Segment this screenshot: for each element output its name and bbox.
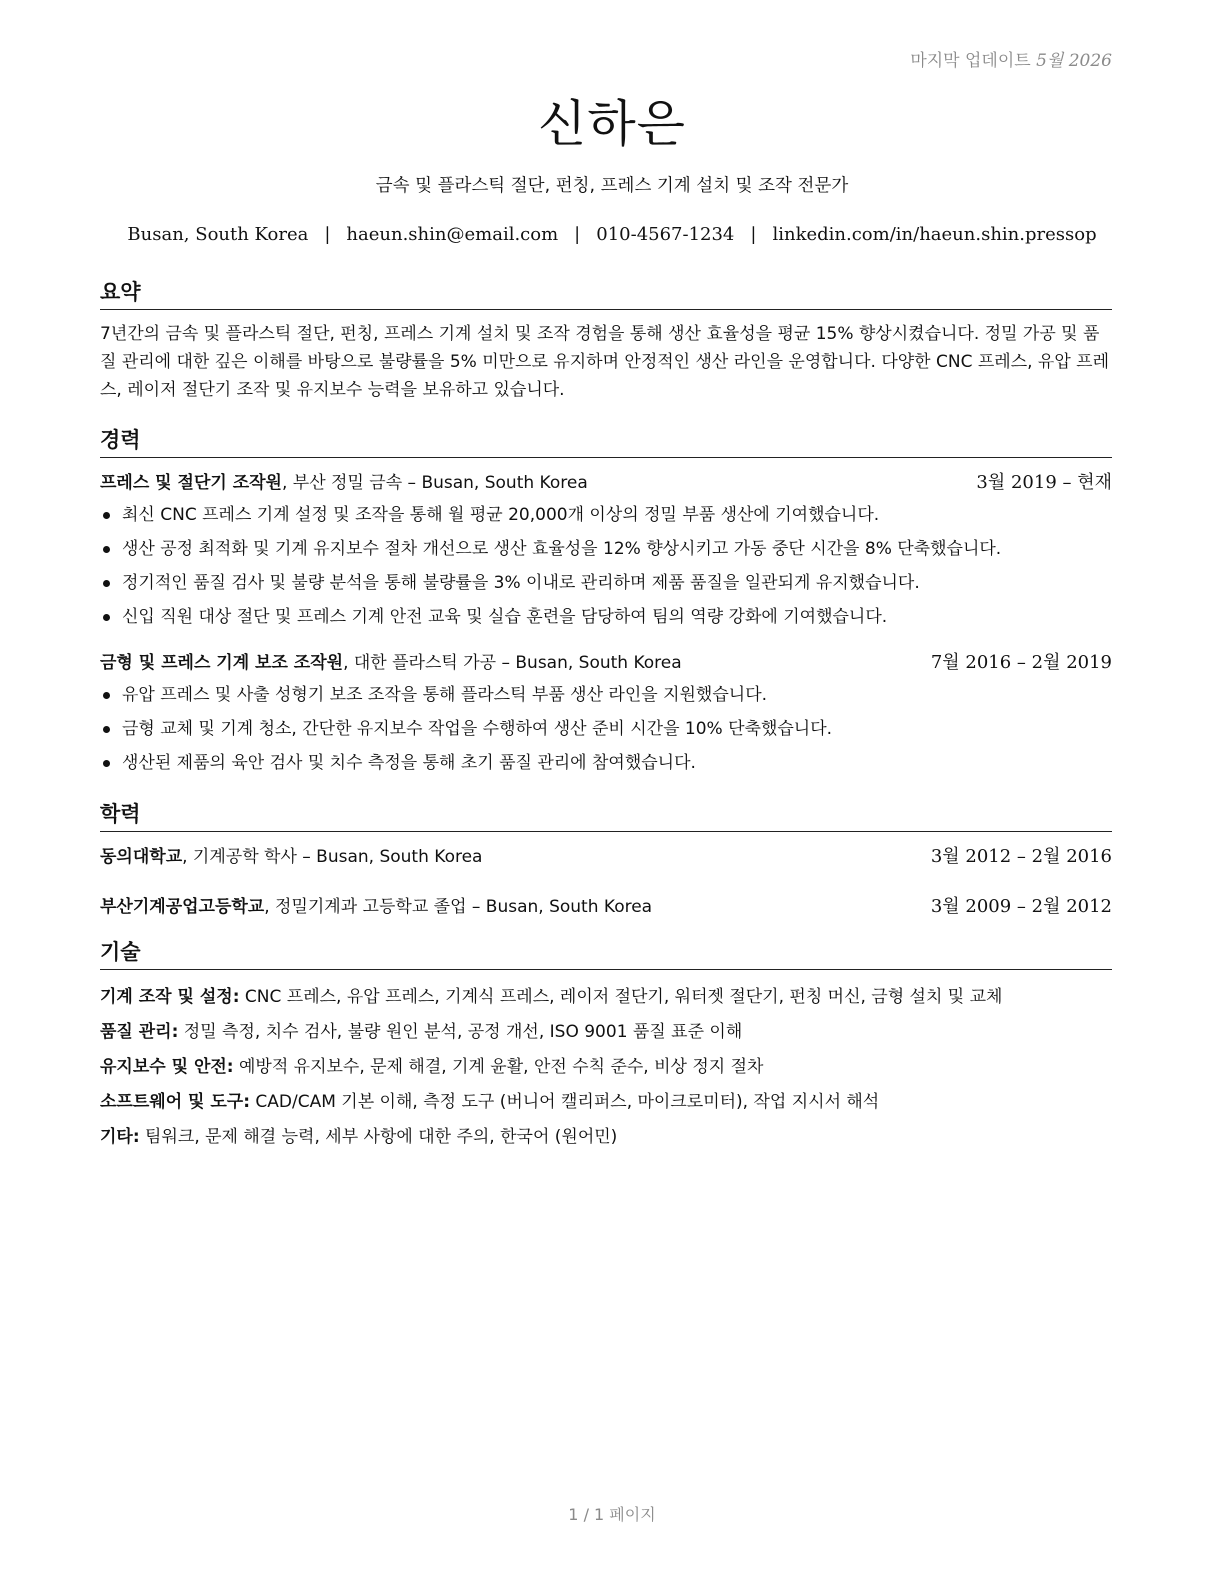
job-bullets (100, 498, 1112, 634)
summary-text: 7년간의 금속 및 플라스틱 절단, 펀칭, 프레스 기계 설치 및 조작 경험을 통해 생산 효율성을 평균 15% 향상시켰습니다. 정밀 가공 및 품질 관리에 대한 깊은 이해를 바탕으로 불량률을 5% 미만으로 유지하며 안정적인 생산 라인을 운영합니다. 다양한 CNC 프레스, 유압 프레스, 레이저 절단기 조작 및 유지보수 능력을 보유하고 있습니다. (100, 324, 1110, 400)
last-updated (910, 46, 1112, 71)
skill-row (100, 1085, 1112, 1120)
section-title-skills: 기술 (100, 936, 1112, 970)
education-degree: , 정밀기계과 고등학교 졸업 – Busan, South Korea (264, 897, 653, 917)
skill-label: 기계 조작 및 설정: (100, 987, 240, 1007)
job-bullet: 생산 공정 최적화 및 기계 유지보수 절차 개선으로 생산 효율성을 12% 향상시키고 가동 중단 시간을 8% 단축했습니다. (100, 532, 1112, 566)
resume-content (100, 276, 1112, 1155)
job-header (100, 648, 1112, 678)
job-organization: , 부산 정밀 금속 – Busan, South Korea (281, 473, 588, 493)
candidate-tagline: 금속 및 플라스틱 절단, 펀칭, 프레스 기계 설치 및 조작 전문가 (375, 176, 849, 196)
skill-row (100, 1120, 1112, 1155)
contact-separator: | (750, 224, 757, 245)
skill-value: 예방적 유지보수, 문제 해결, 기계 윤활, 안전 수칙 준수, 비상 정지 절차 (233, 1057, 764, 1077)
contact-email[interactable]: haeun.shin@email.com (346, 224, 559, 245)
contact-location: Busan, South Korea (127, 224, 309, 245)
page-number: 1 / 1 페이지 (568, 1505, 656, 1524)
skill-value: 정밀 측정, 치수 검사, 불량 원인 분석, 공정 개선, ISO 9001 품질 표준 이해 (178, 1022, 743, 1042)
job-organization: , 대한 플라스틱 가공 – Busan, South Korea (343, 653, 682, 673)
job-dates: 3월 2019 – 현재 (976, 472, 1112, 493)
section-title-summary: 요약 (100, 276, 1112, 310)
education-entry (100, 892, 1112, 922)
skill-value: CAD/CAM 기본 이해, 측정 도구 (버니어 캘리퍼스, 마이크로미터), 작업 지시서 해석 (250, 1092, 880, 1112)
education-school: 동의대학교 (100, 847, 183, 867)
candidate-name: 신하은 (538, 95, 686, 153)
education-entry (100, 842, 1112, 872)
job-bullet: 정기적인 품질 검사 및 불량 분석을 통해 불량률을 3% 이내로 관리하며 제품 품질을 일관되게 유지했습니다. (100, 566, 1112, 600)
job-dates: 7월 2016 – 2월 2019 (930, 652, 1112, 673)
job-bullet: 생산된 제품의 육안 검사 및 치수 측정을 통해 초기 품질 관리에 참여했습니다. (100, 746, 1112, 780)
job-bullet: 금형 교체 및 기계 청소, 간단한 유지보수 작업을 수행하여 생산 준비 시간을 10% 단축했습니다. (100, 712, 1112, 746)
job-bullet: 유압 프레스 및 사출 성형기 보조 조작을 통해 플라스틱 부품 생산 라인을 지원했습니다. (100, 678, 1112, 712)
skill-value: CNC 프레스, 유압 프레스, 기계식 프레스, 레이저 절단기, 워터젯 절단기, 펀칭 머신, 금형 설치 및 교체 (239, 987, 1003, 1007)
job-bullet: 신입 직원 대상 절단 및 프레스 기계 안전 교육 및 실습 훈련을 담당하여 팀의 역량 강화에 기여했습니다. (100, 600, 1112, 634)
education-school: 부산기계공업고등학교 (100, 897, 265, 917)
skills-list (100, 980, 1112, 1155)
section-title-experience: 경력 (100, 424, 1112, 458)
education-dates: 3월 2012 – 2월 2016 (930, 846, 1112, 867)
skill-row (100, 980, 1112, 1015)
education-header (100, 892, 1112, 922)
contact-line (0, 224, 1224, 245)
skill-label: 소프트웨어 및 도구: (100, 1092, 251, 1112)
job-role: 금형 및 프레스 기계 보조 조작원 (100, 653, 344, 673)
job-role: 프레스 및 절단기 조작원 (100, 473, 282, 493)
skill-row (100, 1015, 1112, 1050)
contact-separator: | (324, 224, 331, 245)
skill-value: 팀워크, 문제 해결 능력, 세부 사항에 대한 주의, 한국어 (원어민) (139, 1127, 618, 1147)
education-header (100, 842, 1112, 872)
education-degree: , 기계공학 학사 – Busan, South Korea (182, 847, 483, 867)
contact-linkedin[interactable]: linkedin.com/in/haeun.shin.pressop (772, 224, 1097, 245)
skill-label: 품질 관리: (100, 1022, 179, 1042)
last-updated-date: 5월 2026 (1036, 51, 1112, 71)
skill-label: 기타: (100, 1127, 140, 1147)
job-header (100, 468, 1112, 498)
job-bullets (100, 678, 1112, 780)
contact-separator: | (574, 224, 581, 245)
skill-row (100, 1050, 1112, 1085)
job-entry (100, 648, 1112, 780)
section-title-education: 학력 (100, 798, 1112, 832)
last-updated-prefix: 마지막 업데이트 (910, 51, 1037, 71)
job-entry (100, 468, 1112, 634)
skill-label: 유지보수 및 안전: (100, 1057, 234, 1077)
education-dates: 3월 2009 – 2월 2012 (930, 896, 1112, 917)
contact-phone: 010-4567-1234 (596, 224, 735, 245)
job-bullet: 최신 CNC 프레스 기계 설정 및 조작을 통해 월 평균 20,000개 이상의 정밀 부품 생산에 기여했습니다. (100, 498, 1112, 532)
